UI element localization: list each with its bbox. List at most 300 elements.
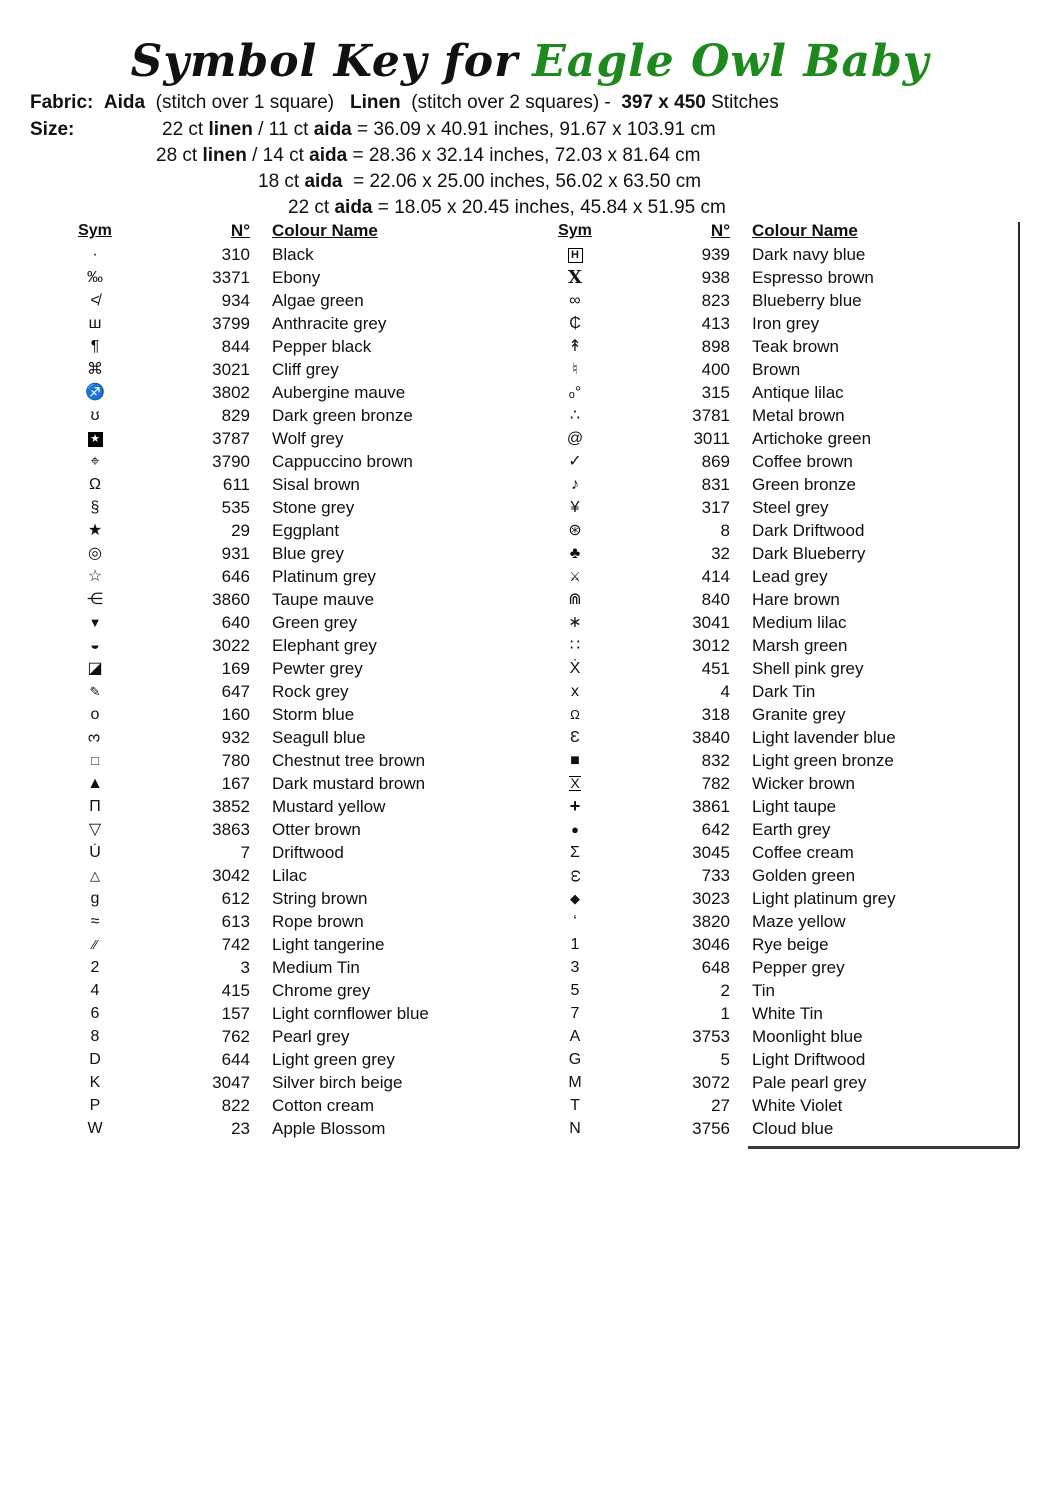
floss-number: 157	[221, 1003, 250, 1023]
symbol-row	[540, 1094, 987, 1117]
colour-name: Rope brown	[272, 911, 364, 931]
stitch-symbol-glyph: 7	[570, 1004, 580, 1022]
text-segment: 22 ct	[162, 119, 209, 140]
stitch-symbol-glyph: △	[90, 867, 100, 883]
stitch-symbol-glyph: §	[90, 498, 100, 516]
symbol-row	[540, 1071, 987, 1094]
symbol-row	[60, 404, 507, 427]
table-border-right-line	[1018, 222, 1020, 1148]
symbol-row	[540, 680, 987, 703]
text-segment: 397 x 450	[621, 92, 706, 113]
stitch-symbol-glyph: ⊛	[568, 521, 582, 539]
symbol-row	[60, 381, 507, 404]
floss-number: 3	[240, 957, 250, 977]
symbol-row	[540, 289, 987, 312]
symbol-row	[60, 450, 507, 473]
stitch-symbol-glyph: ʊ	[90, 406, 100, 424]
colour-name: Espresso brown	[752, 267, 874, 287]
colour-name: Anthracite grey	[272, 313, 387, 333]
stitch-symbol-glyph: W	[87, 1119, 103, 1137]
colour-name: Ebony	[272, 267, 321, 287]
symbol-row	[60, 1094, 507, 1117]
text-segment: = 18.05 x 20.45 inches, 45.84 x 51.95 cm	[372, 197, 726, 218]
symbol-row	[60, 1071, 507, 1094]
floss-number: 160	[221, 704, 250, 724]
colour-name: Driftwood	[272, 842, 344, 862]
symbol-row	[540, 795, 987, 818]
stitch-symbol-glyph: 2	[90, 958, 100, 976]
colour-name: Steel grey	[752, 497, 829, 517]
symbol-row	[540, 335, 987, 358]
stitch-symbol-glyph: ⋲	[87, 590, 103, 608]
text-segment: = 36.09 x 40.91 inches, 91.67 x 103.91 cm	[351, 119, 716, 140]
stitch-symbol-glyph: ◪	[87, 659, 103, 677]
stitch-symbol-glyph: X	[568, 266, 582, 288]
colour-name: Rye beige	[752, 934, 829, 954]
colour-name: Algae green	[272, 290, 364, 310]
colour-name: Iron grey	[752, 313, 820, 333]
stitch-symbol-glyph: ‰	[87, 268, 103, 286]
colour-name: Light tangerine	[272, 934, 385, 954]
text-segment: = 28.36 x 32.14 inches, 72.03 x 81.64 cm	[347, 145, 701, 166]
colour-name: Tin	[752, 980, 775, 1000]
text-segment: / 14 ct	[246, 145, 310, 166]
stitch-symbol-glyph: 4	[90, 981, 100, 999]
floss-number: 310	[221, 244, 250, 264]
colour-name: Pepper grey	[752, 957, 845, 977]
stitch-symbol-glyph: 3	[86, 733, 103, 742]
size-line	[0, 119, 1060, 145]
colour-name: Aubergine mauve	[272, 382, 406, 402]
floss-number: 844	[221, 336, 250, 356]
floss-number: 3861	[692, 796, 730, 816]
colour-name: Artichoke green	[752, 428, 872, 448]
text-segment: Stitches	[705, 92, 779, 113]
stitch-symbol-glyph: +	[569, 796, 581, 816]
floss-number: 3802	[212, 382, 250, 402]
colour-name: Pale pearl grey	[752, 1072, 867, 1092]
stitch-symbol-glyph: ◆	[570, 890, 580, 906]
stitch-symbol-glyph: 8	[90, 1027, 100, 1045]
text-segment: / 11 ct	[252, 119, 314, 140]
floss-number: 3012	[692, 635, 730, 655]
symbol-row	[540, 243, 987, 266]
stitch-symbol-glyph: X	[570, 774, 580, 791]
floss-number: 612	[221, 888, 250, 908]
stitch-symbol-glyph: ∗	[568, 613, 582, 631]
stitch-symbol-glyph: o	[90, 705, 100, 723]
header-colour-name: Colour Name	[272, 221, 378, 240]
colour-name: Dark mustard brown	[272, 773, 426, 793]
stitch-symbol-glyph: K	[89, 1073, 101, 1091]
stitch-symbol-glyph: ∷	[569, 636, 581, 654]
size-line	[0, 145, 1060, 171]
colour-name: Cappuccino brown	[272, 451, 413, 471]
header-sym: Sym	[558, 222, 592, 239]
floss-number: 647	[221, 681, 250, 701]
stitch-symbol-glyph: A	[569, 1027, 581, 1045]
colour-name: Maze yellow	[752, 911, 846, 931]
colour-name: Cloud blue	[752, 1118, 834, 1138]
colour-name: Light lavender blue	[752, 727, 896, 747]
colour-name: Light green grey	[272, 1049, 395, 1069]
stitch-symbol-glyph: □	[91, 752, 99, 768]
colour-name: Light cornflower blue	[272, 1003, 429, 1023]
symbol-table	[60, 219, 1020, 1140]
floss-number: 3860	[212, 589, 250, 609]
colour-name: Coffee cream	[752, 842, 854, 862]
symbol-row	[540, 381, 987, 404]
stitch-symbol-glyph: ↟	[568, 337, 582, 355]
symbol-row	[60, 1048, 507, 1071]
symbol-row	[540, 450, 987, 473]
floss-number: 823	[701, 290, 730, 310]
colour-name: Black	[272, 244, 314, 264]
colour-name: Chestnut tree brown	[272, 750, 426, 770]
symbol-row	[540, 519, 987, 542]
floss-number: 315	[701, 382, 730, 402]
floss-number: 5	[720, 1049, 730, 1069]
colour-name: Shell pink grey	[752, 658, 864, 678]
stitch-symbol-glyph: D	[89, 1050, 101, 1068]
symbol-row	[60, 749, 507, 772]
floss-number: 3799	[212, 313, 250, 333]
symbol-row	[540, 1048, 987, 1071]
floss-number: 742	[221, 934, 250, 954]
symbol-row	[60, 864, 507, 887]
colour-name: Wolf grey	[272, 428, 344, 448]
text-segment: (stitch over 2 squares) -	[400, 92, 622, 113]
colour-name: String brown	[272, 888, 368, 908]
symbol-row	[60, 588, 507, 611]
symbol-row	[60, 841, 507, 864]
text-segment: 18 ct	[258, 171, 305, 192]
colour-name: Medium lilac	[752, 612, 847, 632]
floss-number: 413	[701, 313, 730, 333]
stitch-symbol-glyph: ☆	[87, 567, 103, 585]
floss-number: 3863	[212, 819, 250, 839]
symbol-row	[60, 312, 507, 335]
colour-name: Blueberry blue	[752, 290, 862, 310]
colour-name: Seagull blue	[272, 727, 366, 747]
symbol-table-left-column	[60, 219, 507, 1140]
stitch-symbol-glyph: Ɛ	[570, 728, 580, 746]
colour-name: Coffee brown	[752, 451, 853, 471]
colour-name: Marsh green	[752, 635, 848, 655]
symbol-row	[60, 956, 507, 979]
floss-number: 3041	[692, 612, 730, 632]
stitch-symbol-glyph: x	[571, 682, 579, 700]
stitch-symbol-glyph: ▽	[88, 820, 102, 838]
title-pattern-name: Eagle Owl Baby	[532, 36, 930, 87]
symbol-row	[60, 680, 507, 703]
floss-number: 3852	[212, 796, 250, 816]
colour-name: Apple Blossom	[272, 1118, 386, 1138]
colour-name: Cliff grey	[272, 359, 339, 379]
symbol-row	[540, 657, 987, 680]
floss-number: 3790	[212, 451, 250, 471]
stitch-symbol-glyph: H	[568, 248, 583, 263]
stitch-symbol-glyph: ∴	[569, 406, 581, 424]
symbol-row	[60, 565, 507, 588]
symbol-row	[60, 979, 507, 1002]
stitch-symbol-glyph: ■	[570, 751, 580, 769]
colour-name: Pepper black	[272, 336, 372, 356]
floss-number: 934	[221, 290, 250, 310]
colour-name: Lead grey	[752, 566, 828, 586]
symbol-row	[60, 335, 507, 358]
colour-name: Platinum grey	[272, 566, 376, 586]
stitch-symbol-glyph: 1	[570, 935, 580, 953]
floss-number: 3756	[692, 1118, 730, 1138]
symbol-row	[540, 542, 987, 565]
stitch-symbol-glyph: ≈	[90, 912, 100, 930]
floss-number: 644	[221, 1049, 250, 1069]
symbol-row	[540, 634, 987, 657]
symbol-row	[60, 519, 507, 542]
text-segment: Aida	[103, 92, 146, 113]
colour-name: Rock grey	[272, 681, 349, 701]
text-segment: linen	[208, 119, 253, 140]
colour-name: Mustard yellow	[272, 796, 386, 816]
floss-number: 7	[240, 842, 250, 862]
symbol-row	[60, 1002, 507, 1025]
stitch-symbol-glyph: U̇	[89, 843, 101, 861]
floss-number: 29	[231, 520, 250, 540]
floss-number: 3046	[692, 934, 730, 954]
text-segment: Fabric:	[30, 92, 94, 113]
text-segment: aida	[313, 119, 352, 140]
stitch-symbol-glyph: ≮	[90, 291, 100, 309]
stitch-symbol-glyph: ▼	[88, 614, 102, 630]
symbol-row	[540, 1025, 987, 1048]
symbol-row	[60, 427, 507, 450]
floss-number: 32	[711, 543, 730, 563]
floss-number: 318	[701, 704, 730, 724]
stitch-symbol-glyph: Ẋ	[569, 659, 581, 677]
size-line	[0, 171, 1060, 197]
colour-name: Dark green bronze	[272, 405, 413, 425]
text-segment: Linen	[349, 92, 401, 113]
floss-number: 169	[221, 658, 250, 678]
colour-name: White Tin	[752, 1003, 823, 1023]
colour-name: Light green bronze	[752, 750, 894, 770]
colour-name: Light platinum grey	[752, 888, 896, 908]
symbol-row	[60, 795, 507, 818]
stitch-symbol-glyph: ◎	[88, 544, 102, 562]
stitch-symbol-glyph: @	[566, 429, 584, 447]
text-segment: (stitch over 1 square)	[145, 92, 350, 113]
floss-number: 840	[701, 589, 730, 609]
symbol-row	[60, 358, 507, 381]
symbol-row	[60, 496, 507, 519]
floss-number: 3023	[692, 888, 730, 908]
stitch-symbol-glyph: 3	[570, 958, 580, 976]
symbol-row	[60, 1117, 507, 1140]
symbol-row	[540, 496, 987, 519]
colour-name: Moonlight blue	[752, 1026, 863, 1046]
header-number: N°	[230, 221, 250, 240]
stitch-symbol-glyph: 5	[570, 981, 580, 999]
floss-number: 3042	[212, 865, 250, 885]
stitch-symbol-glyph: ш	[88, 314, 102, 332]
colour-name: Granite grey	[752, 704, 846, 724]
floss-number: 642	[701, 819, 730, 839]
text-segment: = 22.06 x 25.00 inches, 56.02 x 63.50 cm	[342, 171, 702, 192]
colour-name: Green bronze	[752, 474, 856, 494]
table-header-row	[540, 219, 987, 243]
symbol-row	[540, 358, 987, 381]
colour-name: Dark navy blue	[752, 244, 866, 264]
floss-number: 646	[221, 566, 250, 586]
floss-number: 3072	[692, 1072, 730, 1092]
stitch-symbol-glyph: Ω	[89, 475, 101, 493]
symbol-row	[60, 266, 507, 289]
stitch-symbol-glyph: ⌖	[90, 452, 100, 470]
colour-name: Earth grey	[752, 819, 831, 839]
symbol-row	[60, 726, 507, 749]
symbol-row	[540, 565, 987, 588]
size-lines	[0, 119, 1060, 223]
stitch-symbol-glyph: ⚔	[569, 568, 581, 584]
stitch-symbol-glyph: ¶	[90, 337, 100, 355]
symbol-row	[60, 772, 507, 795]
title-prefix: Symbol Key for	[130, 36, 519, 87]
stitch-symbol-glyph: Ω	[570, 706, 580, 722]
colour-name: Otter brown	[272, 819, 361, 839]
stitch-symbol-glyph: ₒ°	[568, 383, 582, 401]
floss-number: 23	[231, 1118, 250, 1138]
floss-number: 3011	[693, 428, 730, 448]
floss-number: 832	[701, 750, 730, 770]
symbol-row	[540, 818, 987, 841]
floss-number: 3022	[212, 635, 250, 655]
right-rows	[540, 243, 987, 1140]
stitch-symbol-glyph: ♪	[571, 475, 579, 493]
page-title	[0, 36, 1060, 87]
floss-number: 414	[701, 566, 730, 586]
symbol-row	[60, 289, 507, 312]
stitch-symbol-glyph: ·	[92, 245, 98, 263]
fabric-line	[30, 92, 779, 114]
symbol-row	[60, 611, 507, 634]
stitch-symbol-glyph: ●	[571, 821, 579, 837]
stitch-symbol-glyph: ♐	[85, 383, 105, 401]
symbol-row	[540, 611, 987, 634]
symbol-row	[60, 1025, 507, 1048]
stitch-symbol-glyph: ∞	[569, 291, 581, 309]
floss-number: 3820	[692, 911, 730, 931]
stitch-symbol-glyph: ♮	[572, 360, 578, 378]
text-segment: aida	[309, 145, 348, 166]
floss-number: 822	[221, 1095, 250, 1115]
floss-number: 831	[701, 474, 730, 494]
floss-number: 939	[701, 244, 730, 264]
floss-number: 451	[701, 658, 730, 678]
floss-number: 869	[701, 451, 730, 471]
colour-name: Metal brown	[752, 405, 845, 425]
symbol-row	[540, 841, 987, 864]
table-border-bottom-line	[748, 1146, 1019, 1149]
floss-number: 535	[221, 497, 250, 517]
stitch-symbol-glyph: g	[90, 889, 100, 907]
colour-name: Dark Driftwood	[752, 520, 865, 540]
symbol-row	[540, 266, 987, 289]
colour-name: Antique lilac	[752, 382, 844, 402]
stitch-symbol-glyph: G	[568, 1050, 582, 1068]
colour-name: Wicker brown	[752, 773, 855, 793]
symbol-row	[540, 749, 987, 772]
colour-name: Cotton cream	[272, 1095, 375, 1115]
floss-number: 167	[221, 773, 250, 793]
symbol-row	[540, 427, 987, 450]
symbol-row	[540, 933, 987, 956]
floss-number: 3787	[212, 428, 250, 448]
colour-name: Taupe mauve	[272, 589, 375, 609]
stitch-symbol-glyph: Σ	[570, 843, 580, 861]
floss-number: 1	[720, 1003, 730, 1023]
symbol-row	[60, 887, 507, 910]
symbol-row	[60, 657, 507, 680]
stitch-symbol-glyph: N	[569, 1119, 581, 1137]
floss-number: 415	[221, 980, 250, 1000]
floss-number: 400	[701, 359, 730, 379]
colour-name: Medium Tin	[272, 957, 360, 977]
floss-number: 640	[221, 612, 250, 632]
colour-name: Lilac	[272, 865, 307, 885]
floss-number: 3781	[692, 405, 730, 425]
symbol-row	[60, 243, 507, 266]
symbol-row	[540, 404, 987, 427]
floss-number: 8	[720, 520, 730, 540]
stitch-symbol-glyph: ★	[88, 432, 103, 447]
symbol-row	[540, 1117, 987, 1140]
symbol-row	[540, 473, 987, 496]
symbol-row	[540, 887, 987, 910]
stitch-symbol-glyph: ✎	[89, 683, 101, 699]
colour-name: Pewter grey	[272, 658, 363, 678]
symbol-row	[60, 703, 507, 726]
colour-name: Eggplant	[272, 520, 340, 540]
floss-number: 3840	[692, 727, 730, 747]
stitch-symbol-glyph: ✓	[568, 452, 582, 470]
stitch-symbol-glyph: ◒	[90, 636, 100, 654]
stitch-symbol-glyph: ₵	[569, 314, 581, 332]
symbol-row	[540, 979, 987, 1002]
stitch-symbol-glyph: ★	[87, 521, 103, 539]
stitch-symbol-glyph: ω	[567, 869, 584, 882]
floss-number: 611	[222, 474, 250, 494]
symbol-row	[60, 818, 507, 841]
floss-number: 3021	[212, 359, 250, 379]
stitch-symbol-glyph: ‘	[573, 912, 577, 930]
floss-number: 3047	[212, 1072, 250, 1092]
symbol-row	[540, 703, 987, 726]
stitch-symbol-glyph: 6	[90, 1004, 100, 1022]
text-segment: linen	[202, 145, 247, 166]
colour-name: White Violet	[752, 1095, 843, 1115]
floss-number: 2	[720, 980, 730, 1000]
header-colour-name: Colour Name	[752, 221, 858, 240]
symbol-row	[540, 312, 987, 335]
floss-number: 3753	[692, 1026, 730, 1046]
text-segment: 22 ct	[288, 197, 335, 218]
floss-number: 317	[701, 497, 730, 517]
floss-number: 932	[221, 727, 250, 747]
floss-number: 829	[221, 405, 250, 425]
stitch-symbol-glyph: ¥	[570, 498, 580, 516]
symbol-row	[540, 910, 987, 933]
